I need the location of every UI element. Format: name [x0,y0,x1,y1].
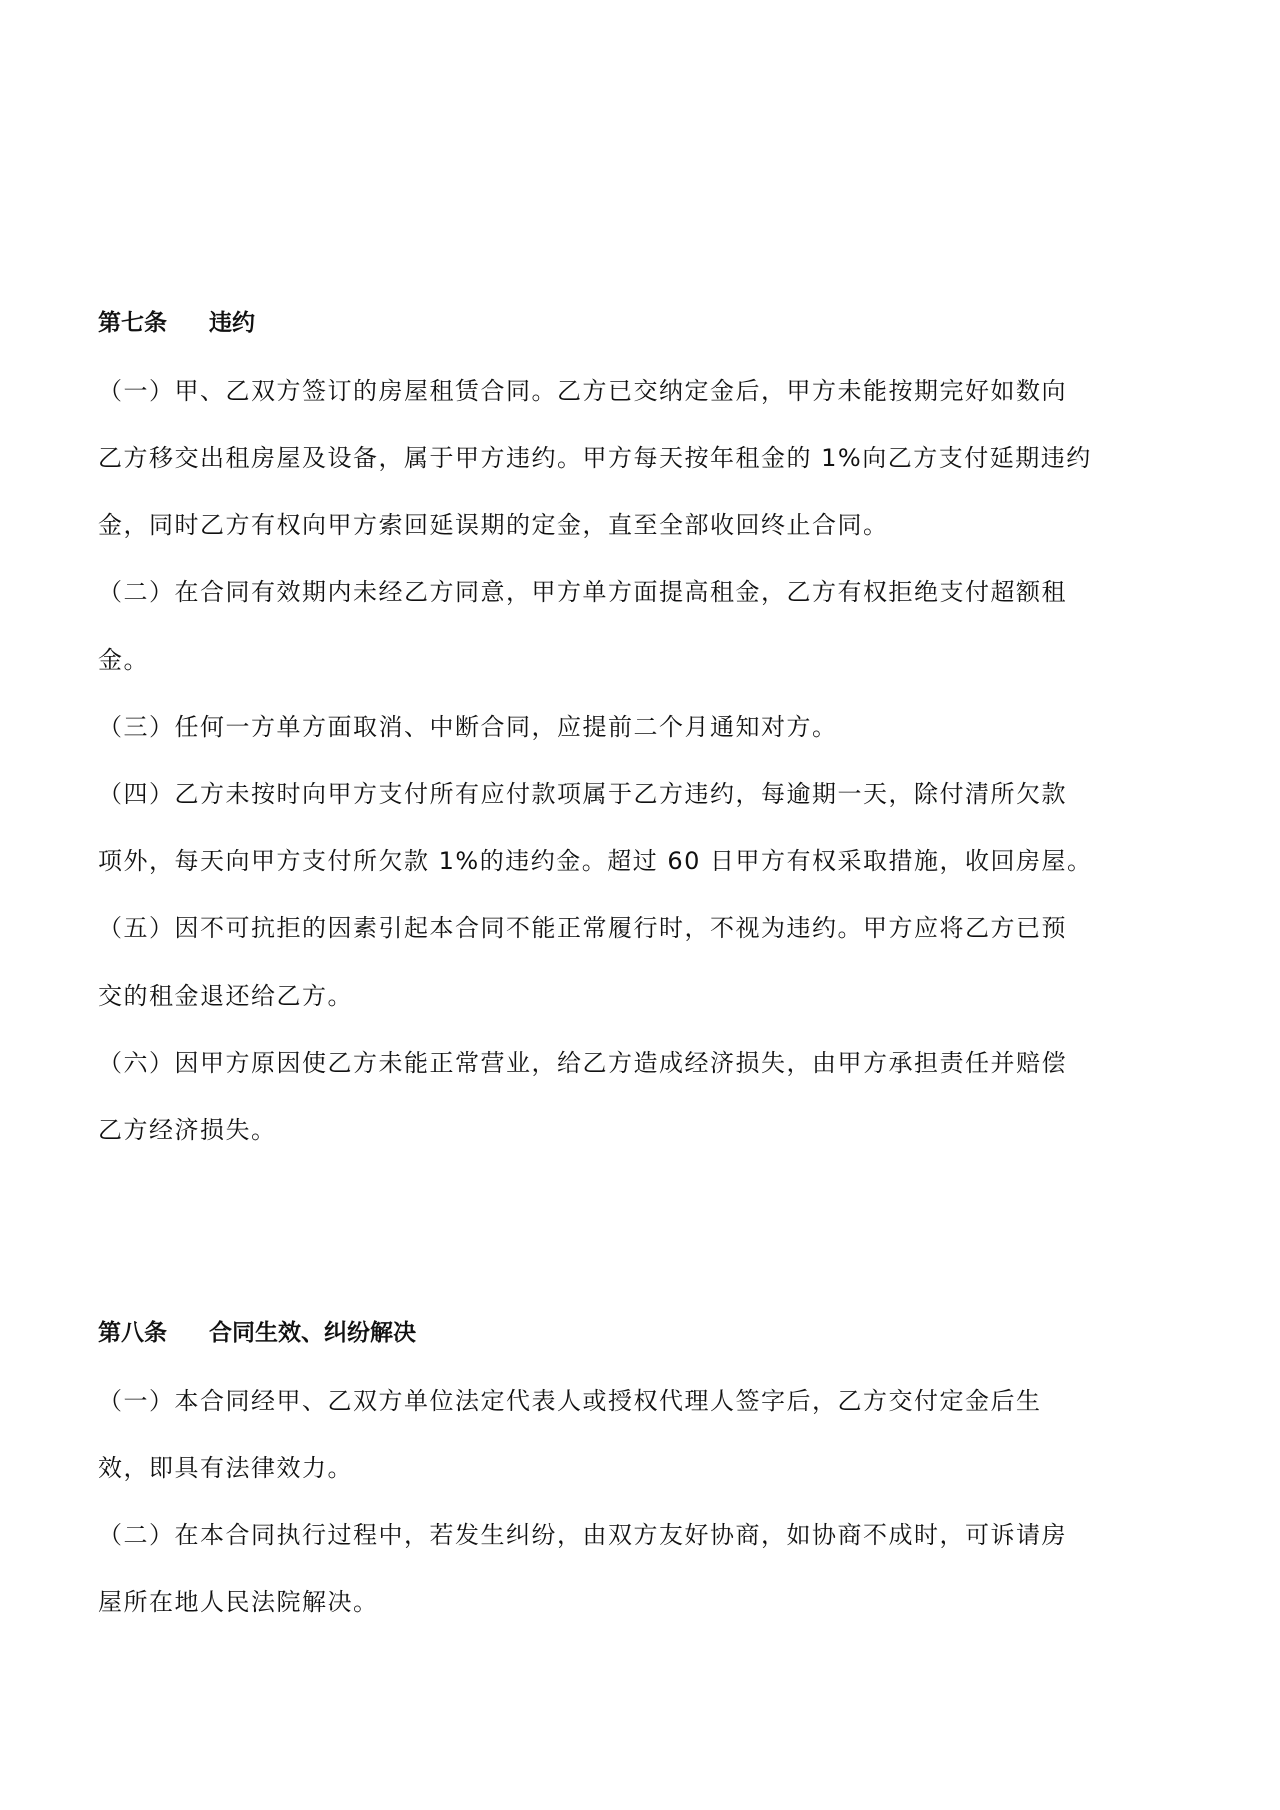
section7-line: （三）任何一方单方面取消、中断合同，应提前二个月通知对方。 [98,713,838,741]
section7-line: （一）甲、乙双方签订的房屋租赁合同。乙方已交纳定金后，甲方未能按期完好如数向 [98,377,1067,405]
section7-title: 违约 [209,310,255,336]
section8-heading [98,1316,416,1350]
section8-line: 屋所在地人民法院解决。 [98,1588,379,1616]
section8-line: 效，即具有法律效力。 [98,1454,353,1482]
section7-line: （二）在合同有效期内未经乙方同意，甲方单方面提高租金，乙方有权拒绝支付超额租 [98,578,1067,606]
section8-line: （一）本合同经甲、乙双方单位法定代表人或授权代理人签字后，乙方交付定金后生 [98,1387,1042,1415]
section7-number: 第七条 [98,310,167,336]
section7-line: （四）乙方未按时向甲方支付所有应付款项属于乙方违约，每逾期一天，除付清所欠款 [98,780,1067,808]
section7-line: 金。 [98,646,149,674]
section7-line: （五）因不可抗拒的因素引起本合同不能正常履行时，不视为违约。甲方应将乙方已预 [98,914,1067,942]
section7-line: （六）因甲方原因使乙方未能正常营业，给乙方造成经济损失，由甲方承担责任并赔偿 [98,1049,1067,1077]
section7-line: 乙方移交出租房屋及设备，属于甲方违约。甲方每天按年租金的 1%向乙方支付延期违约 [98,444,1092,472]
section8-number: 第八条 [98,1320,167,1346]
section7-line: 项外，每天向甲方支付所欠款 1%的违约金。超过 60 日甲方有权采取措施，收回房屋。 [98,847,1093,875]
section8-line: （二）在本合同执行过程中，若发生纠纷，由双方友好协商，如协商不成时，可诉请房 [98,1521,1067,1549]
section7-line: 交的租金退还给乙方。 [98,982,353,1010]
section8-title: 合同生效、纠纷解决 [209,1320,416,1346]
section7-line: 乙方经济损失。 [98,1116,277,1144]
section7-heading [98,306,255,340]
section7-line: 金，同时乙方有权向甲方索回延误期的定金，直至全部收回终止合同。 [98,511,889,539]
